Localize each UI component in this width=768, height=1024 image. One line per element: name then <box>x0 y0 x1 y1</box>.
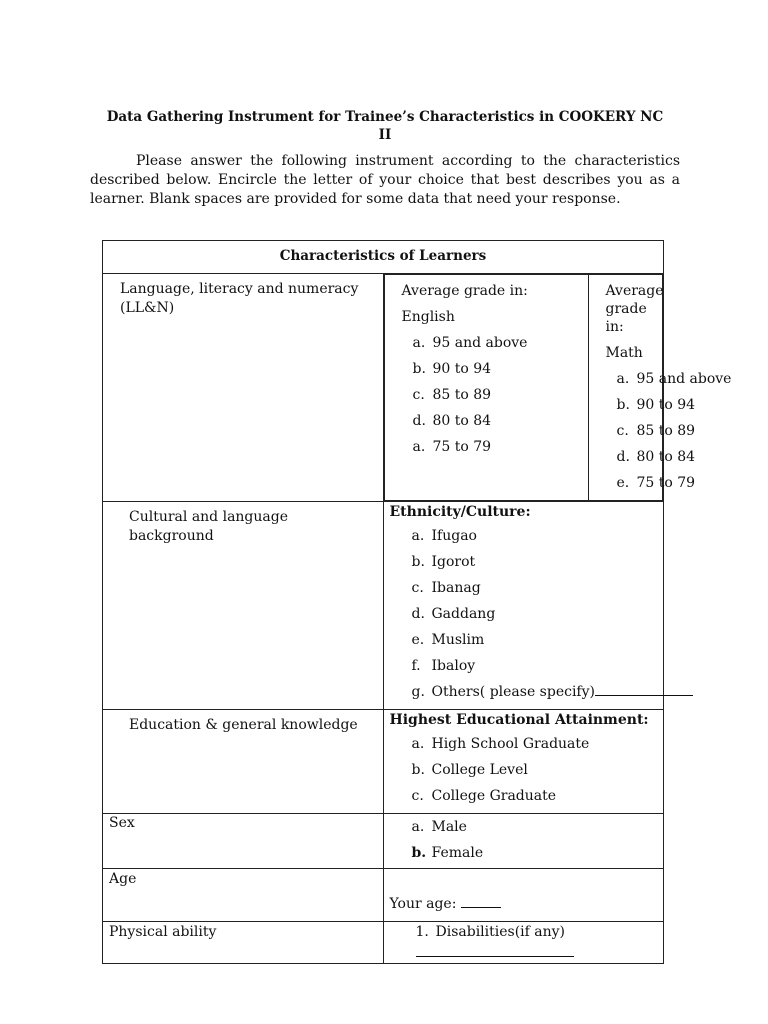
sex-options <box>384 814 664 868</box>
education-options-cell <box>383 710 664 814</box>
option-english-3[interactable]: c. 85 to 89 <box>412 387 492 403</box>
math-options <box>589 366 732 500</box>
others-specify-blank[interactable] <box>595 681 693 696</box>
option-ethnicity-3[interactable]: c. Ibanag <box>411 580 481 596</box>
option-ethnicity-6[interactable]: f. Ibaloy <box>411 658 476 674</box>
option-sex-male[interactable]: a. Male <box>411 819 467 835</box>
llan-label: Language, literacy and numeracy (LL&N) <box>120 281 359 316</box>
culture-label-cell <box>103 502 384 710</box>
row-culture <box>103 502 664 710</box>
table-header: Characteristics of Learners <box>103 241 664 274</box>
age-prompt-line <box>384 869 664 914</box>
age-input-cell <box>383 869 664 922</box>
math-grade-group <box>588 275 732 501</box>
option-education-2[interactable]: b. College Level <box>411 762 528 778</box>
option-ethnicity-2[interactable]: b. Igorot <box>411 554 476 570</box>
row-llan <box>103 274 664 502</box>
math-heading: Average grade in: <box>605 283 664 335</box>
english-heading: Average grade in: <box>401 283 528 299</box>
english-options <box>385 330 588 464</box>
llan-label-cell <box>103 274 384 502</box>
english-subject: English <box>401 309 455 325</box>
disabilities-text: Disabilities(if any) <box>435 924 566 940</box>
characteristics-table <box>102 240 732 964</box>
option-english-5[interactable]: a. 75 to 79 <box>412 439 492 455</box>
physical-label: Physical ability <box>109 924 217 940</box>
disabilities-blank[interactable] <box>416 942 574 957</box>
education-options <box>384 729 664 813</box>
sex-label: Sex <box>109 815 135 831</box>
row-sex <box>103 814 664 869</box>
option-ethnicity-4[interactable]: d. Gaddang <box>411 606 496 622</box>
sex-options-cell <box>383 814 664 869</box>
option-math-3[interactable]: c. 85 to 89 <box>616 423 696 439</box>
option-education-3[interactable]: c. College Graduate <box>411 788 557 804</box>
option-ethnicity-5[interactable]: e. Muslim <box>411 632 485 648</box>
row-age <box>103 869 664 922</box>
option-math-1[interactable]: a. 95 and above <box>616 371 732 387</box>
culture-label: Cultural and language background <box>129 509 289 544</box>
option-education-1[interactable]: a. High School Graduate <box>411 736 590 752</box>
llan-options-cell <box>383 274 732 502</box>
culture-options-cell <box>383 502 664 710</box>
age-label: Age <box>109 871 137 887</box>
document-title <box>90 108 680 144</box>
physical-input-cell <box>383 922 664 964</box>
option-sex-female[interactable]: b. Female <box>411 845 484 861</box>
instructions-text: Please answer the following instrument according to the characteristics described below. Encircle the letter of your choice that best describes you as a learner. Blank spaces are provided for some data that need your response. <box>90 153 680 207</box>
option-english-4[interactable]: d. 80 to 84 <box>412 413 492 429</box>
row-physical <box>103 922 664 964</box>
option-math-2[interactable]: b. 90 to 94 <box>616 397 696 413</box>
ethnicity-heading: Ethnicity/Culture: <box>389 504 531 520</box>
option-ethnicity-1[interactable]: a. Ifugao <box>411 528 477 544</box>
title-line-1: Data Gathering Instrument for Trainee’s Characteristics in COOKERY NC <box>106 109 664 125</box>
option-english-1[interactable]: a. 95 and above <box>412 335 528 351</box>
title-line-2: II <box>378 127 392 143</box>
sex-label-cell <box>103 814 384 869</box>
education-label: Education & general knowledge <box>129 717 358 733</box>
disabilities-line: 1. Disabilities(if any) <box>384 922 664 963</box>
option-math-5[interactable]: e. 75 to 79 <box>616 475 696 491</box>
instructions-paragraph <box>90 152 680 209</box>
age-blank[interactable] <box>461 893 501 908</box>
education-label-cell <box>103 710 384 814</box>
row-education <box>103 710 664 814</box>
age-prompt: Your age: <box>389 896 457 912</box>
math-subject: Math <box>605 345 643 361</box>
option-math-4[interactable]: d. 80 to 84 <box>616 449 696 465</box>
physical-label-cell <box>103 922 384 964</box>
education-heading: Highest Educational Attainment: <box>389 712 649 728</box>
option-english-2[interactable]: b. 90 to 94 <box>412 361 492 377</box>
age-label-cell <box>103 869 384 922</box>
english-grade-group <box>384 275 588 501</box>
option-ethnicity-7[interactable]: g. Others( please specify) <box>384 679 664 705</box>
ethnicity-options <box>384 521 664 709</box>
